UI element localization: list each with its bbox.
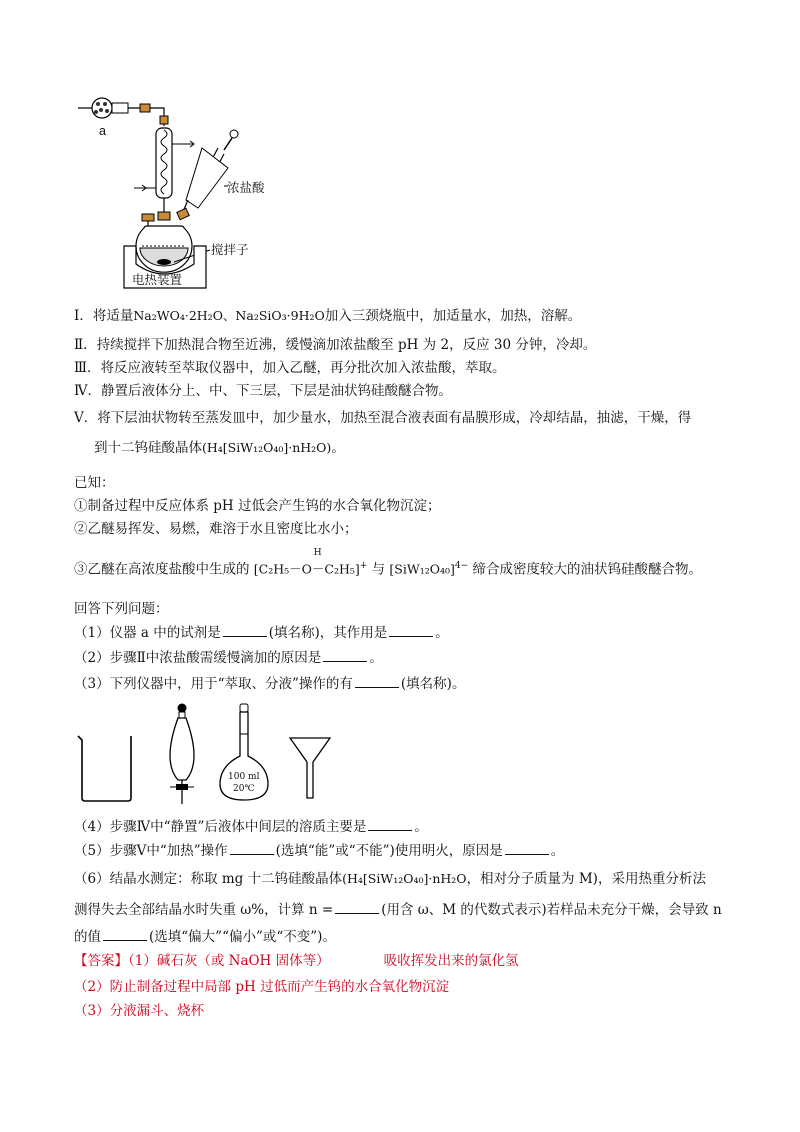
step-2	[74, 335, 596, 355]
q-text: 测得失去全部结晶水时失重 ω%，计算 n =	[74, 902, 334, 918]
known-title: 已知：	[74, 475, 115, 491]
label-stirrer: 搅拌子	[211, 243, 249, 257]
questions-intro: 回答下列问题：	[74, 601, 169, 617]
answer-blank[interactable]	[323, 647, 367, 662]
question-1	[74, 622, 449, 643]
answer-blank[interactable]	[368, 816, 412, 831]
q-text: (用含 ω、M 的代数式表示)若样品未充分干燥，会导致 n	[381, 902, 722, 918]
step-text: 到十二钨硅酸晶体	[94, 440, 202, 456]
q-text: （3）下列仪器中，用于“萃取、分液”操作的有	[74, 676, 353, 692]
step-5-cont	[94, 438, 345, 458]
q-text: (填名称)，其作用是	[268, 625, 388, 641]
label-heater: 电热装置	[132, 273, 183, 287]
answer-blank[interactable]	[103, 926, 147, 941]
q-text: (选填“偏大”“偏小”或“不变”)。	[149, 929, 336, 945]
question-6	[74, 869, 706, 889]
answer-text: 吸收挥发出来的氯化氢	[383, 953, 519, 969]
answer-blank[interactable]	[335, 899, 379, 914]
q-text: 。	[550, 843, 565, 859]
step-num: Ⅲ．	[74, 360, 101, 376]
step-text: 加入三颈烧瓶中，加适量水，加热，溶解。	[324, 308, 582, 324]
answer-1	[74, 951, 519, 971]
q-text: 。	[414, 819, 428, 835]
answer-blank[interactable]	[223, 622, 267, 637]
question-5	[74, 840, 564, 861]
answer-blank[interactable]	[355, 673, 399, 688]
answer-2: （2）防止制备过程中局部 pH 过低而产生钨的水合氧化物沉淀	[74, 979, 450, 995]
ether-formula: [C₂H₅－O－C₂H₅]	[253, 561, 360, 577]
hydrogen-label: H	[313, 548, 322, 558]
q-formula: (H₄[SiW₁₂O₄₀]·nH₂O	[342, 871, 467, 886]
step-num: Ⅱ．	[74, 337, 97, 353]
q-text: 的值	[74, 929, 101, 945]
step-4	[74, 381, 452, 401]
known-3	[74, 548, 702, 580]
answer-tag: 【答案】	[74, 953, 128, 969]
known-text: 缔合成密度较大的油状钨硅酸醚合物。	[472, 561, 702, 578]
answer-3: （3）分液漏斗、烧杯	[74, 1003, 205, 1019]
q-text: （1）仪器 a 中的试剂是	[74, 625, 221, 641]
answer-blank[interactable]	[389, 622, 433, 637]
step-formula: (H₄[SiW₁₂O₄₀]·nH₂O)	[202, 440, 332, 455]
flask-label-temp-pos: 20℃	[233, 784, 255, 794]
answer-text: （1）碱石灰（或 NaOH 固体等）	[128, 953, 330, 969]
ether-ion	[253, 548, 368, 580]
instruments-drawing	[76, 700, 346, 805]
step-text: 将下层油状物转至蒸发皿中，加少量水，加热至混合液表面有晶膜形成，冷却结晶，抽滤，干燥，得	[97, 410, 692, 426]
flask-label-volume-pos: 100 ml	[228, 772, 260, 782]
q-text: (填名称)。	[400, 676, 466, 692]
step-num: Ⅳ．	[74, 383, 101, 399]
step-3	[74, 358, 506, 378]
known-2: ②乙醚易挥发、易燃，难溶于水且密度比水小；	[74, 521, 358, 537]
answer-blank[interactable]	[230, 840, 274, 855]
step-text: 持续搅拌下加热混合物至近沸，缓慢滴加浓盐酸至 pH 为 2，反应 30 分钟，冷却。	[96, 337, 597, 353]
instruments-figure	[76, 700, 346, 805]
step-num: Ⅴ．	[74, 410, 98, 426]
step-5	[74, 408, 691, 428]
silicotungstate-formula: [SiW₁₂O₄₀]	[389, 561, 455, 577]
q-text: （4）步骤Ⅳ中“静置”后液体中间层的溶质主要是	[74, 819, 367, 835]
apparatus-figure	[78, 88, 278, 293]
step-text: 静置后液体分上、中、下三层，下层是油状钨硅酸醚合物。	[101, 383, 452, 399]
separatory-funnel-icon	[170, 704, 194, 805]
label-conc-hcl: 浓盐酸	[227, 181, 265, 195]
charge: +	[359, 561, 368, 571]
q-text: （5）步骤Ⅴ中“加热”操作	[74, 843, 228, 859]
step-1	[74, 306, 581, 326]
answer-blank[interactable]	[505, 840, 549, 855]
charge: 4−	[454, 561, 469, 571]
question-6-cont2	[74, 926, 336, 947]
question-3	[74, 673, 465, 694]
question-2	[74, 647, 383, 668]
step-text: 。	[331, 440, 345, 456]
step-text: 将反应液转至萃取仪器中，加入乙醚，再分批次加入浓盐酸，萃取。	[100, 360, 506, 376]
beaker-icon	[78, 736, 131, 801]
funnel-icon	[290, 738, 330, 798]
step-formula: Na₂WO₄·2H₂O、Na₂SiO₃·9H₂O	[133, 308, 325, 323]
question-4	[74, 816, 428, 837]
q-text: ，相对分子质量为 M)，采用热重分析法	[466, 871, 706, 887]
q-text: (选填“能”或“不能”)使用明火，原因是	[275, 843, 503, 859]
step-num: Ⅰ．	[74, 308, 93, 324]
step-text: 将适量	[92, 308, 134, 324]
known-1: ①制备过程中反应体系 pH 过低会产生钨的水合氧化物沉淀；	[74, 498, 441, 514]
q-text: 。	[369, 650, 383, 666]
q-text: （6）结晶水测定：称取 mg 十二钨硅酸晶体	[74, 871, 343, 887]
label-a: a	[99, 124, 106, 138]
question-6-cont	[74, 899, 722, 920]
q-text: （2）步骤Ⅱ中浓盐酸需缓慢滴加的原因是	[74, 650, 322, 666]
known-text: ③乙醚在高浓度盐酸中生成的	[74, 561, 250, 578]
known-text: 与	[371, 561, 386, 578]
q-text: 。	[435, 625, 449, 641]
